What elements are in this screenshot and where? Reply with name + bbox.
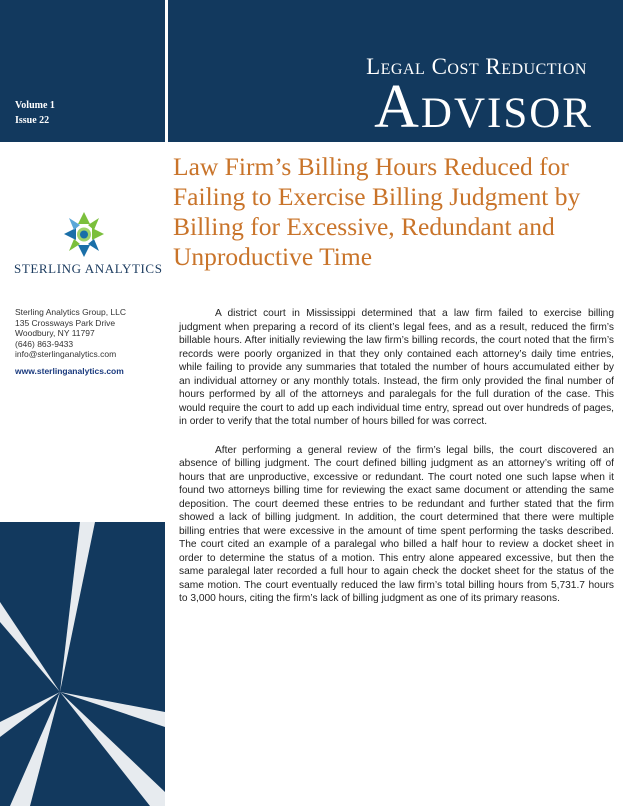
- decorative-star-icon: [0, 522, 165, 806]
- masthead-title: Advisor: [374, 73, 593, 141]
- contact-line: (646) 863-9433: [15, 338, 74, 349]
- volume-label: Volume 1: [15, 100, 55, 111]
- sterling-logo-icon: [64, 212, 104, 257]
- article-body: [179, 307, 614, 621]
- header-left-panel: [0, 0, 165, 142]
- vertical-divider: [165, 0, 168, 806]
- issue-label: Issue 22: [15, 115, 50, 126]
- masthead-top-line: Legal Cost Reduction: [366, 54, 587, 79]
- contact-line: Sterling Analytics Group, LLC: [15, 307, 127, 317]
- contact-line: 135 Crossways Park Drive: [15, 317, 116, 328]
- article-paragraph: A district court in Mississippi determined that a law firm failed to exercise billing judgment when preparing a record of its client’s legal fees, and as a result, reduced the firm’s billable hours. After initially reviewing the law firm’s billing records, the court noted that the firm’s records were poorly organized in that they only contained each attorney’s daily time entries, while failing to provide any summaries that totaled the number of hours accumulated either by an individual attorney or any monthly totals. Instead, the firm only provided the final number of hours performed by all of the attorneys and paralegals for the full duration of the case. This would require the court to add up each individual time entry, spread out over hundreds of pages, in order to verify that the total number of hours billed for was correct.: [179, 308, 614, 427]
- contact-info: [15, 307, 126, 376]
- issue-info: [15, 98, 55, 128]
- article-headline: Law Firm’s Billing Hours Reduced for Failing to Exercise Billing Judgment by Billing for Excessive, Redundant and Unproductive Time: [173, 152, 581, 271]
- contact-line: info@sterlinganalytics.com: [15, 349, 117, 359]
- contact-line: Woodbury, NY 11797: [15, 328, 95, 338]
- logo-text: STERLING ANALYTICS: [14, 261, 163, 276]
- masthead: [168, 0, 623, 142]
- article-paragraph: After performing a general review of the firm’s legal bills, the court discovered an absence of billing judgment. The court defined billing judgment as an attorney’s writing off of hours that are unproductive, excessive or redundant. The court noted one such lapse when it found two attorneys billing time for reviewing the exact same document or attending the same deposition. The court deemed these entries to be redundant and further stated that the firm showed a lack of billing judgment. In addition, the court determined that there were multiple billing entries that were excessive in the amount of time spent performing the tasks described. The court cited an example of a paralegal who billed a half hour to review a docket sheet in order to determine the status of a motion. This entry alone appeared excessive, but then the same paralegal later recorded a full hour to again check the docket sheet for the status of the same motion. The court eventually reduced the law firm’s total billing hours from 5,731.7 hours to 3,000 hours, citing the firm’s lack of billing judgment as one of its primary reasons.: [179, 444, 614, 604]
- website-link[interactable]: www.sterlinganalytics.com: [15, 365, 124, 376]
